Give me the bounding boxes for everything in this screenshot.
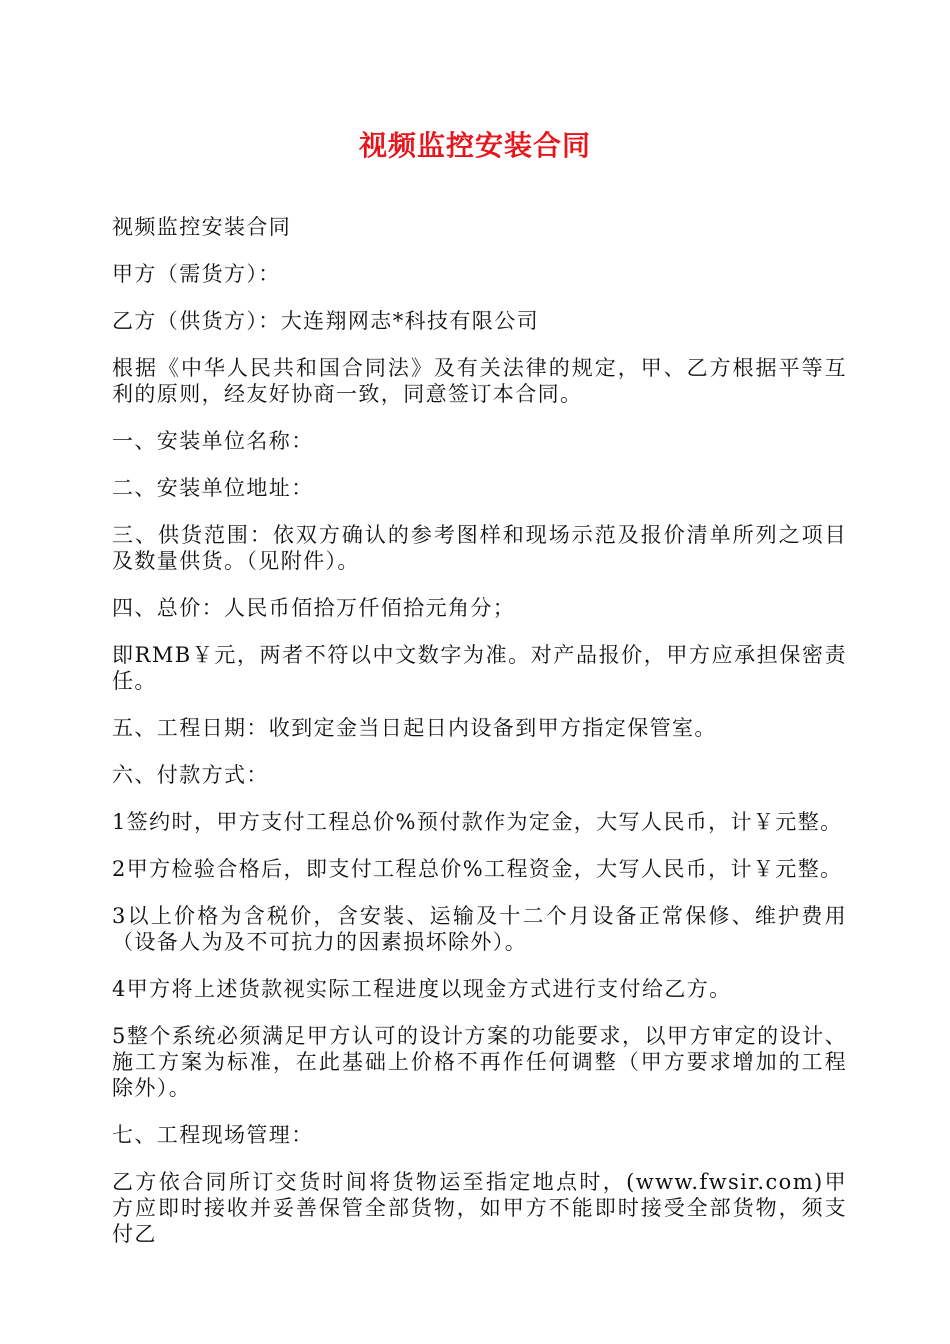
paragraph-clause-5: 五、工程日期：收到定金当日起日内设备到甲方指定保管室。 — [112, 716, 717, 740]
paragraph-payment-1: 1签约时，甲方支付工程总价%预付款作为定金，大写人民币，计￥元整。 — [112, 810, 843, 834]
document-body — [112, 214, 847, 1268]
paragraph-payment-5: 5整个系统必须满足甲方认可的设计方案的功能要求，以甲方审定的设计、施工方案为标准，在此基础上价格不再作任何调整（甲方要求增加的工程除外）。 — [112, 1024, 847, 1100]
paragraph-clause-4: 四、总价：人民币佰拾万仟佰拾元角分； — [112, 596, 516, 620]
paragraph-party-a: 甲方（需货方）： — [112, 262, 281, 286]
paragraph-preamble: 根据《中华人民共和国合同法》及有关法律的规定，甲、乙方根据平等互利的原则，经友好协商一致，同意签订本合同。 — [112, 356, 847, 406]
paragraph-clause-3: 三、供货范围：依双方确认的参考图样和现场示范及报价清单所列之项目及数量供货。（见附件）。 — [112, 523, 847, 573]
paragraph-party-b: 乙方（供货方）：大连翔网志*科技有限公司 — [112, 309, 539, 333]
paragraph-clause-1: 一、安装单位名称： — [112, 429, 314, 453]
paragraph-clause-7: 七、工程现场管理： — [112, 1123, 314, 1147]
paragraph-payment-3: 3以上价格为含税价，含安装、运输及十二个月设备正常保修、维护费用（设备人为及不可抗力的因素损坏除外）。 — [112, 904, 847, 954]
paragraph-heading: 视频监控安装合同 — [112, 215, 292, 239]
paragraph-clause-6: 六、付款方式： — [112, 763, 269, 787]
document-title: 视频监控安装合同 — [358, 129, 591, 162]
paragraph-payment-4: 4甲方将上述货款视实际工程进度以现金方式进行支付给乙方。 — [112, 977, 732, 1001]
paragraph-rmb-note: 即RMB￥元，两者不符以中文数字为准。对产品报价，甲方应承担保密责任。 — [112, 643, 847, 693]
paragraph-payment-2: 2甲方检验合格后，即支付工程总价%工程资金，大写人民币，计￥元整。 — [112, 857, 843, 881]
paragraph-clause-2: 二、安装单位地址： — [112, 476, 314, 500]
paragraph-site-management: 乙方依合同所订交货时间将货物运至指定地点时，(www.fwsir.com)甲方应即时接收并妥善保管全部货物，如甲方不能即时接受全部货物，须支付乙 — [112, 1170, 847, 1246]
